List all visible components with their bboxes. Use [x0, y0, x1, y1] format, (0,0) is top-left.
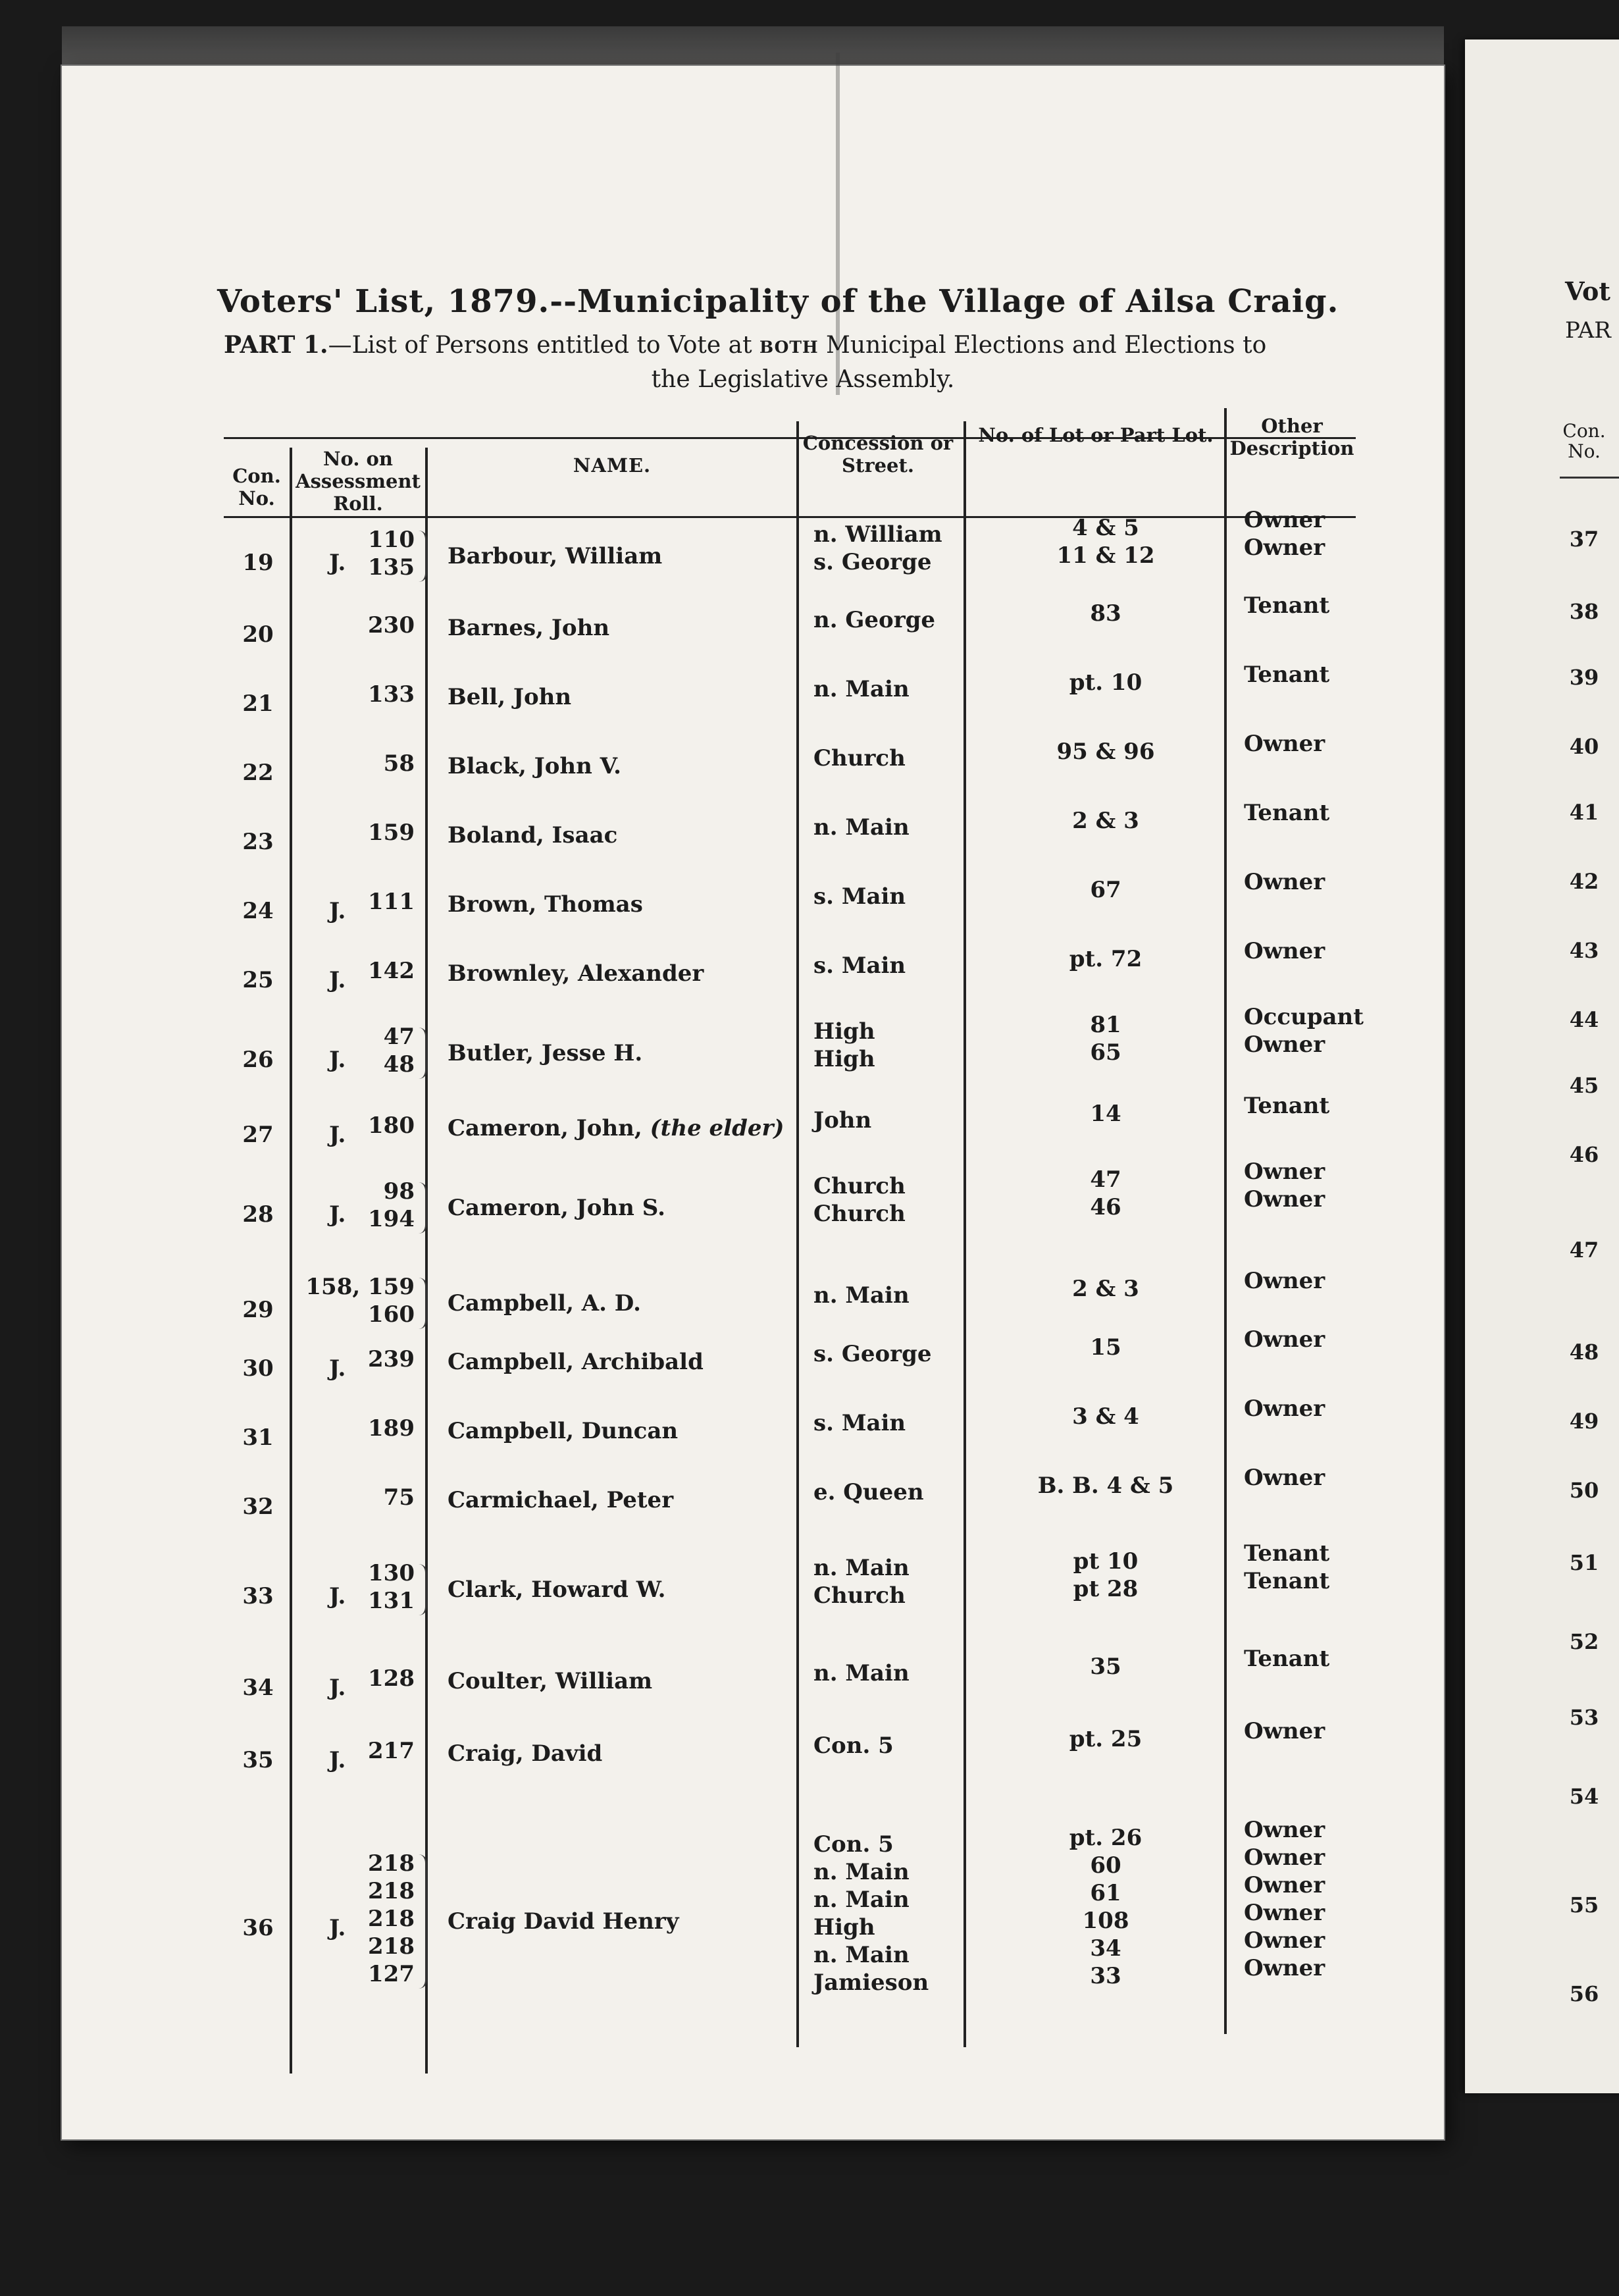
street: High [813, 1018, 875, 1045]
other-description: Owner [1244, 1159, 1325, 1185]
street: John [813, 1107, 872, 1134]
street: High [813, 1914, 875, 1941]
voter-name-text: Boland, Isaac [448, 822, 618, 848]
roll-number: 110 [368, 527, 415, 553]
voter-name [448, 543, 790, 569]
other-description: Tenant [1244, 1646, 1330, 1672]
roll-number: 160 [368, 1301, 415, 1328]
juror-mark: J. [329, 550, 346, 576]
lot-number: 60 [1090, 1852, 1121, 1879]
con-number: 28 [242, 1201, 274, 1228]
lot-number: 46 [1090, 1194, 1121, 1220]
adjacent-con-number: 38 [1569, 599, 1599, 624]
juror-mark: J. [329, 1747, 346, 1773]
lot-number: 2 & 3 [1072, 1276, 1139, 1302]
adjacent-con-number: 43 [1569, 938, 1599, 963]
other-description: Tenant [1244, 592, 1330, 619]
adjacent-con-number: 54 [1569, 1784, 1599, 1809]
adjacent-page-title: Vot [1565, 276, 1610, 306]
street: e. Queen [813, 1479, 924, 1505]
adjacent-con-number: 52 [1569, 1629, 1599, 1654]
juror-mark: J. [329, 1355, 346, 1382]
lot-number: 33 [1090, 1963, 1121, 1989]
col-header-desc: Other Description [1229, 415, 1354, 460]
street: s. George [813, 549, 932, 575]
adjacent-con-number: 42 [1569, 869, 1599, 894]
adjacent-con-number: 46 [1569, 1142, 1599, 1167]
page-title: Voters' List, 1879.--Municipality of the Village of Ailsa Craig. [217, 283, 1339, 320]
voter-name-text: Brown, Thomas [448, 891, 643, 918]
roll-number: 48 [383, 1051, 415, 1078]
con-number: 23 [242, 829, 274, 855]
voter-name [448, 1908, 790, 1935]
other-description: Tenant [1244, 1568, 1330, 1594]
adjacent-con-number: 48 [1569, 1340, 1599, 1365]
roll-number: 218 [368, 1933, 415, 1960]
other-description: Owner [1244, 1396, 1325, 1422]
other-description: Owner [1244, 1326, 1325, 1353]
other-description: Tenant [1244, 1540, 1330, 1567]
header-bottom-rule [224, 516, 1356, 518]
adjacent-page-col-header: Con. No. [1562, 420, 1606, 462]
part-heading [224, 328, 1356, 397]
street: High [813, 1046, 875, 1072]
adjacent-con-number: 56 [1569, 1981, 1599, 2006]
part-both: both [759, 331, 819, 359]
roll-number: 218 [368, 1906, 415, 1932]
juror-mark: J. [329, 1201, 346, 1228]
col-divider-con [290, 448, 292, 2074]
other-description: Tenant [1244, 662, 1330, 688]
con-number: 32 [242, 1494, 274, 1520]
adjacent-con-number: 50 [1569, 1478, 1599, 1503]
roll-brace [419, 531, 427, 582]
street: Con. 5 [813, 1733, 894, 1759]
adjacent-con-number: 53 [1569, 1705, 1599, 1730]
roll-number: 180 [368, 1112, 415, 1139]
voter-name-text: Campbell, Archibald [448, 1349, 704, 1375]
lot-number: pt 10 [1073, 1548, 1139, 1575]
voter-name-text: Campbell, Duncan [448, 1418, 679, 1444]
street: Church [813, 1173, 906, 1199]
juror-mark: J. [329, 1675, 346, 1701]
street: n. Main [813, 1282, 910, 1309]
lot-number: 65 [1090, 1039, 1121, 1066]
voter-name [448, 1740, 790, 1767]
juror-mark: J. [329, 1047, 346, 1073]
adjacent-con-number: 51 [1569, 1550, 1599, 1575]
con-number: 25 [242, 967, 274, 993]
adjacent-page-part: PAR [1565, 317, 1611, 344]
street: Church [813, 1201, 906, 1227]
lot-number: 108 [1082, 1908, 1129, 1934]
juror-mark: J. [329, 1583, 346, 1609]
adjacent-con-number: 40 [1569, 734, 1599, 759]
street: n. Main [813, 1887, 910, 1913]
other-description: Owner [1244, 1718, 1325, 1744]
roll-number: 189 [368, 1415, 415, 1442]
other-description: Owner [1244, 1465, 1325, 1491]
lot-number: pt. 72 [1069, 946, 1143, 972]
roll-number: 218 [368, 1850, 415, 1877]
other-description: Owner [1244, 1844, 1325, 1871]
roll-brace [419, 1182, 427, 1234]
voter-name-text: Campbell, A. D. [448, 1290, 641, 1317]
voter-name [448, 1349, 790, 1375]
col-header-name: NAME. [573, 454, 652, 477]
lot-number: 3 & 4 [1072, 1403, 1139, 1430]
other-description: Owner [1244, 1955, 1325, 1981]
roll-number: 133 [368, 681, 415, 708]
voter-name [448, 1668, 790, 1694]
voter-name [448, 1195, 790, 1221]
street: s. Main [813, 883, 906, 910]
other-description: Owner [1244, 507, 1325, 533]
con-number: 29 [242, 1297, 274, 1323]
voter-name-text: Craig, David [448, 1740, 603, 1767]
other-description: Owner [1244, 1186, 1325, 1213]
roll-number: 230 [368, 612, 415, 639]
adjacent-con-number: 45 [1569, 1073, 1599, 1098]
voter-name [448, 891, 790, 918]
juror-mark: J. [329, 1915, 346, 1941]
street: n. Main [813, 1942, 910, 1968]
voter-name [448, 1115, 790, 1141]
other-description: Owner [1244, 535, 1325, 561]
other-description: Owner [1244, 1817, 1325, 1843]
roll-number: 111 [368, 889, 415, 915]
adjacent-page-rule [1560, 477, 1619, 479]
part-text-before: —List of Persons entitled to Vote at [328, 332, 759, 359]
voter-name [448, 1418, 790, 1444]
other-description: Tenant [1244, 1093, 1330, 1119]
lot-number: 35 [1090, 1654, 1121, 1680]
lot-number: 34 [1090, 1935, 1121, 1962]
lot-number: pt. 26 [1069, 1825, 1143, 1851]
adjacent-con-number: 37 [1569, 527, 1599, 552]
col-divider-roll [425, 448, 428, 2074]
roll-number: 217 [368, 1738, 415, 1764]
voter-name-text: Barnes, John [448, 615, 610, 641]
con-number: 20 [242, 621, 274, 648]
col-header-lot: No. of Lot or Part Lot. [978, 424, 1214, 446]
lot-number: pt 28 [1073, 1576, 1139, 1602]
roll-number: 218 [368, 1878, 415, 1904]
col-divider-lot [1224, 408, 1227, 2034]
other-description: Owner [1244, 1268, 1325, 1294]
street: n. Main [813, 1859, 910, 1885]
roll-number: 98 [383, 1178, 415, 1205]
street: Jamieson [813, 1970, 929, 1996]
street: n. Main [813, 814, 910, 841]
juror-mark: J. [329, 1122, 346, 1148]
con-number: 24 [242, 898, 274, 924]
street: Church [813, 745, 906, 771]
lot-number: pt. 10 [1069, 669, 1143, 696]
lot-number: 2 & 3 [1072, 808, 1139, 834]
part-text-after: Municipal Elections and Elections to [818, 332, 1267, 359]
con-number: 31 [242, 1424, 274, 1451]
roll-brace [419, 1564, 427, 1615]
other-description: Owner [1244, 731, 1325, 757]
roll-brace [419, 1028, 427, 1079]
voter-name-text: Butler, Jesse H. [448, 1040, 643, 1066]
part-label: PART 1. [224, 331, 328, 359]
con-number: 35 [242, 1747, 274, 1773]
roll-brace [419, 1278, 427, 1329]
adjacent-con-number: 49 [1569, 1409, 1599, 1434]
street: Church [813, 1582, 906, 1609]
voter-name-text: Black, John V. [448, 753, 621, 779]
lot-number: 81 [1090, 1012, 1121, 1038]
street: n. George [813, 607, 936, 633]
voter-name [448, 822, 790, 848]
con-number: 34 [242, 1675, 274, 1701]
adjacent-con-number: 55 [1569, 1892, 1599, 1918]
street: s. Main [813, 1410, 906, 1436]
col-header-con: Con. No. [232, 465, 281, 510]
street: s. Main [813, 952, 906, 979]
part-text-line2: the Legislative Assembly. [651, 366, 955, 394]
voter-name-text: Clark, Howard W. [448, 1577, 666, 1603]
other-description: Owner [1244, 1031, 1325, 1058]
voter-name [448, 1487, 790, 1513]
street: n. Main [813, 1660, 910, 1686]
street: n. Main [813, 676, 910, 702]
street: Con. 5 [813, 1831, 894, 1858]
voter-name-text: Carmichael, Peter [448, 1487, 674, 1513]
roll-number: 127 [368, 1961, 415, 1987]
adjacent-con-number: 39 [1569, 665, 1599, 690]
lot-number: pt. 25 [1069, 1726, 1143, 1752]
other-description: Occupant [1244, 1004, 1364, 1030]
other-description: Tenant [1244, 800, 1330, 826]
roll-number: 239 [368, 1346, 415, 1372]
roll-brace [419, 1854, 427, 1989]
lot-number: 83 [1090, 600, 1121, 627]
voter-name [448, 753, 790, 779]
juror-mark: J. [329, 967, 346, 993]
voter-name [448, 960, 790, 987]
voter-name-text: Bell, John [448, 684, 572, 710]
voter-name-text: Coulter, William [448, 1668, 653, 1694]
con-number: 26 [242, 1047, 274, 1073]
voter-name-text: Barbour, William [448, 543, 663, 569]
roll-number: 159 [368, 820, 415, 846]
voter-name-note: (the elder) [650, 1115, 784, 1141]
con-number: 27 [242, 1122, 274, 1148]
lot-number: B. B. 4 & 5 [1037, 1473, 1174, 1499]
other-description: Owner [1244, 938, 1325, 964]
con-number: 36 [242, 1915, 274, 1941]
roll-number: 128 [368, 1665, 415, 1692]
roll-number: 130 [368, 1560, 415, 1586]
street: n. William [813, 521, 942, 548]
voter-name-text: Craig David Henry [448, 1908, 679, 1935]
voter-name-text: Cameron, John S. [448, 1195, 665, 1221]
voter-name [448, 615, 790, 641]
other-description: Owner [1244, 869, 1325, 895]
street: n. Main [813, 1555, 910, 1581]
col-header-street: Concession or Street. [802, 432, 954, 477]
roll-number: 75 [383, 1484, 415, 1511]
roll-number: 158, 159 [305, 1274, 415, 1300]
lot-number: 4 & 5 [1072, 515, 1139, 541]
lot-number: 95 & 96 [1056, 739, 1155, 765]
lot-number: 61 [1090, 1880, 1121, 1906]
other-description: Owner [1244, 1900, 1325, 1926]
col-divider-street [964, 421, 966, 2047]
adjacent-con-number: 41 [1569, 800, 1599, 825]
juror-mark: J. [329, 898, 346, 924]
roll-number: 47 [383, 1024, 415, 1050]
other-description: Owner [1244, 1872, 1325, 1898]
voter-name [448, 1577, 790, 1603]
lot-number: 14 [1090, 1101, 1121, 1127]
adjacent-con-number: 47 [1569, 1238, 1599, 1263]
col-header-roll: No. on Assessment Roll. [296, 448, 421, 515]
lot-number: 47 [1090, 1166, 1121, 1193]
con-number: 33 [242, 1583, 274, 1609]
other-description: Owner [1244, 1927, 1325, 1954]
adjacent-con-number: 44 [1569, 1007, 1599, 1032]
street: s. George [813, 1341, 932, 1367]
roll-number: 142 [368, 958, 415, 984]
con-number: 21 [242, 691, 274, 717]
lot-number: 15 [1090, 1334, 1121, 1361]
roll-number: 131 [368, 1588, 415, 1614]
voter-name-text: Brownley, Alexander [448, 960, 704, 987]
voter-name [448, 1040, 790, 1066]
roll-number: 135 [368, 554, 415, 581]
lot-number: 67 [1090, 877, 1121, 903]
voter-name [448, 684, 790, 710]
roll-number: 58 [383, 750, 415, 777]
voter-name-text: Cameron, John, [448, 1115, 650, 1141]
con-number: 30 [242, 1355, 274, 1382]
roll-number: 194 [368, 1206, 415, 1232]
con-number: 19 [242, 550, 274, 576]
col-divider-name [796, 421, 799, 2047]
con-number: 22 [242, 760, 274, 786]
voter-name [448, 1290, 790, 1317]
lot-number: 11 & 12 [1056, 542, 1155, 569]
